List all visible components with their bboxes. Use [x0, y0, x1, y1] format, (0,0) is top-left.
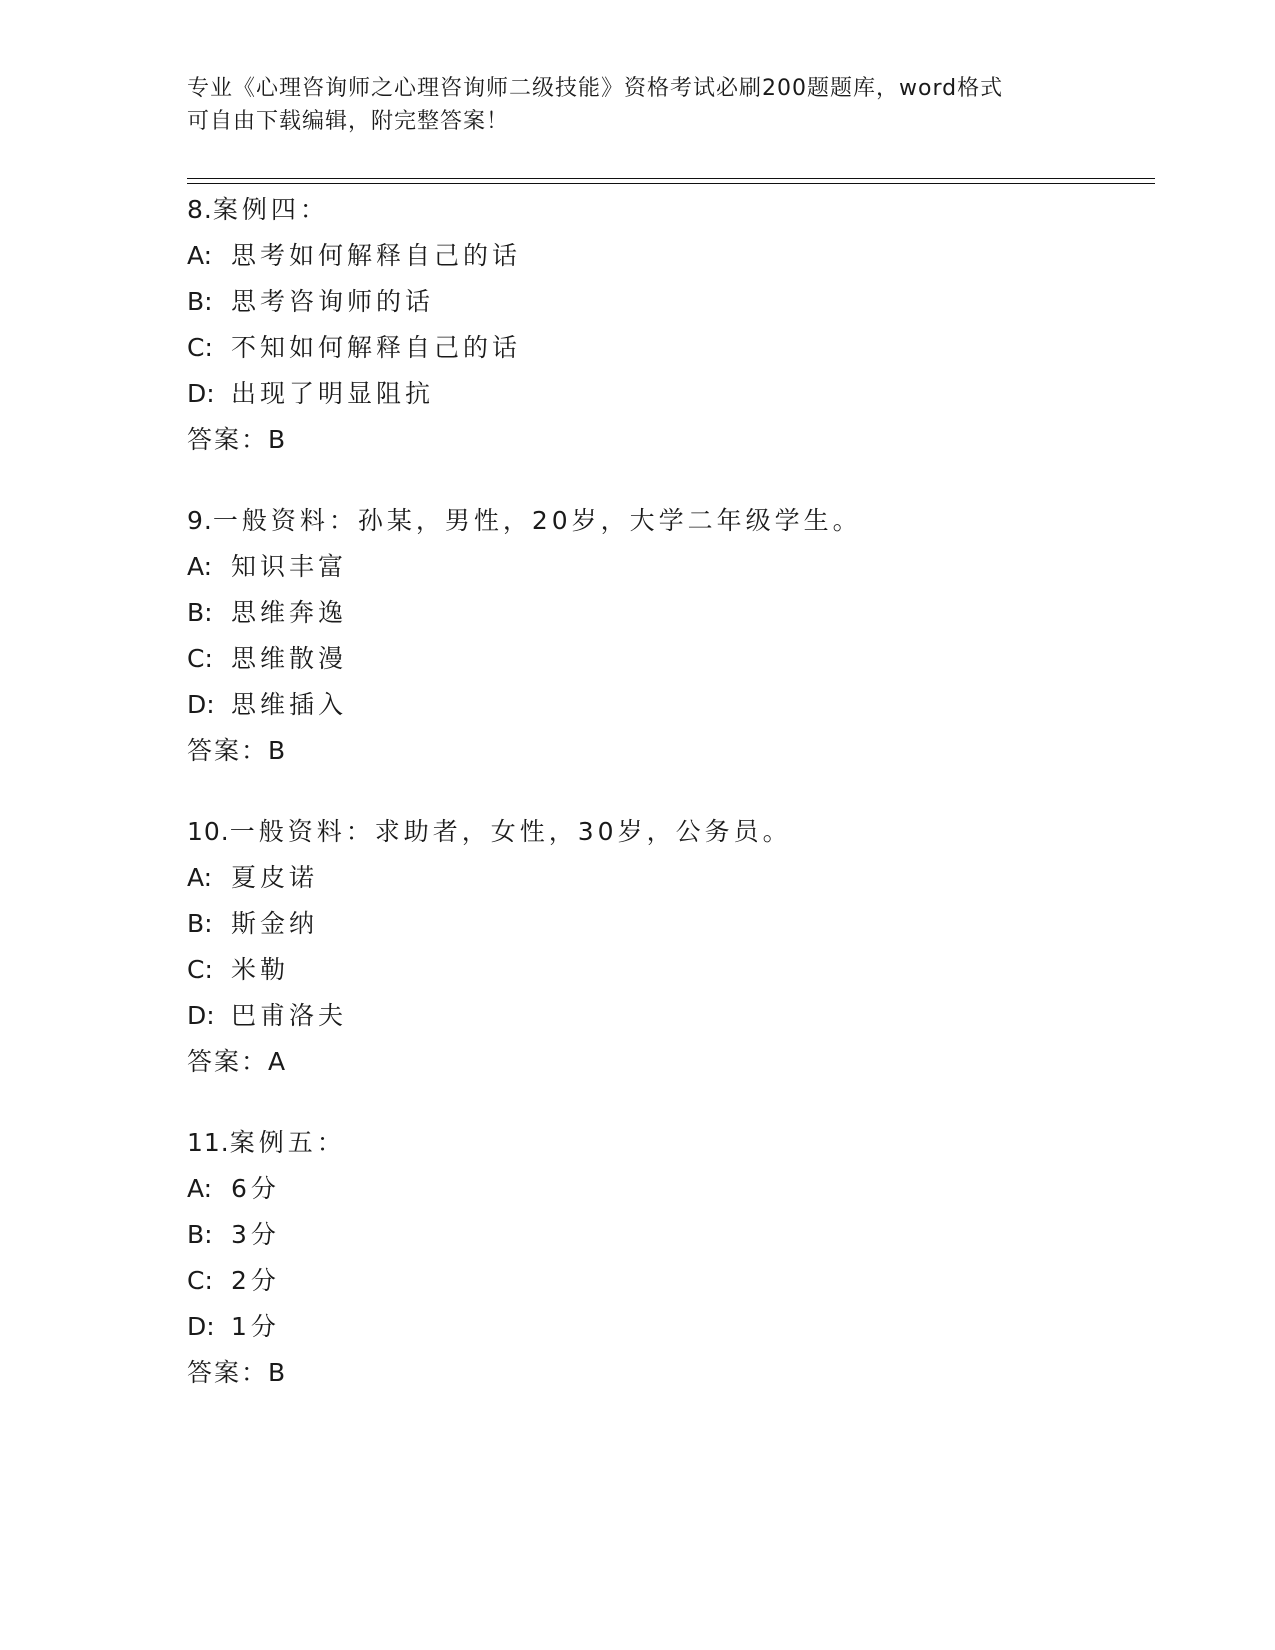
question-stem	[187, 498, 1137, 544]
option-text: 知识丰富	[231, 552, 348, 581]
option-a	[187, 1166, 1137, 1212]
question-number: 10.	[187, 817, 230, 846]
option-text: 米勒	[231, 955, 290, 984]
option-letter: B:	[187, 287, 213, 316]
option-text: 思维奔逸	[231, 598, 348, 627]
document-header	[187, 72, 1087, 138]
question-list	[187, 187, 1137, 1431]
option-letter: D:	[187, 1001, 215, 1030]
option-text: 思维散漫	[231, 644, 348, 673]
option-letter: D:	[187, 379, 215, 408]
question-text: 案例四：	[212, 195, 329, 224]
option-b	[187, 590, 1137, 636]
option-letter: A:	[187, 241, 213, 270]
option-b	[187, 901, 1137, 947]
option-text: 6分	[231, 1174, 280, 1203]
answer-line: 答案：B	[187, 1358, 288, 1387]
option-d	[187, 993, 1137, 1039]
option-letter: C:	[187, 955, 213, 984]
option-c	[187, 947, 1137, 993]
option-b	[187, 279, 1137, 325]
question-8	[187, 187, 1137, 463]
option-c	[187, 325, 1137, 371]
question-11	[187, 1120, 1137, 1396]
question-text: 一般资料：求助者，女性，30岁，公务员。	[229, 817, 792, 846]
option-letter: D:	[187, 690, 215, 719]
option-text: 斯金纳	[231, 909, 319, 938]
option-d	[187, 682, 1137, 728]
option-d	[187, 1304, 1137, 1350]
option-letter: A:	[187, 863, 213, 892]
option-letter: B:	[187, 598, 213, 627]
option-letter: D:	[187, 1312, 215, 1341]
question-text: 一般资料：孙某，男性，20岁，大学二年级学生。	[212, 506, 862, 535]
header-divider-top	[187, 178, 1155, 179]
answer-line: 答案：B	[187, 425, 288, 454]
option-d	[187, 371, 1137, 417]
question-stem	[187, 809, 1137, 855]
question-10	[187, 809, 1137, 1085]
option-letter: B:	[187, 1220, 213, 1249]
question-number: 11.	[187, 1128, 230, 1157]
option-text: 出现了明显阻抗	[231, 379, 435, 408]
option-letter: B:	[187, 909, 213, 938]
option-b	[187, 1212, 1137, 1258]
option-text: 2分	[231, 1266, 280, 1295]
option-a	[187, 544, 1137, 590]
option-letter: C:	[187, 1266, 213, 1295]
option-text: 思考咨询师的话	[231, 287, 435, 316]
question-stem	[187, 1120, 1137, 1166]
option-letter: A:	[187, 1174, 213, 1203]
question-number: 8.	[187, 195, 213, 224]
option-text: 3分	[231, 1220, 280, 1249]
option-text: 1分	[231, 1312, 280, 1341]
question-stem	[187, 187, 1137, 233]
header-line-1: 专业《心理咨询师之心理咨询师二级技能》资格考试必刷200题题库，word格式	[187, 76, 1004, 101]
option-text: 思考如何解释自己的话	[231, 241, 522, 270]
answer-line: 答案：A	[187, 1047, 288, 1076]
question-number: 9.	[187, 506, 213, 535]
header-divider-bottom	[187, 183, 1155, 184]
option-text: 巴甫洛夫	[231, 1001, 348, 1030]
option-c	[187, 1258, 1137, 1304]
option-a	[187, 855, 1137, 901]
question-9	[187, 498, 1137, 774]
option-text: 夏皮诺	[231, 863, 319, 892]
option-text: 思维插入	[231, 690, 348, 719]
option-a	[187, 233, 1137, 279]
option-c	[187, 636, 1137, 682]
option-letter: A:	[187, 552, 213, 581]
option-text: 不知如何解释自己的话	[231, 333, 522, 362]
header-line-2: 可自由下载编辑，附完整答案！	[187, 109, 510, 134]
answer-line: 答案：B	[187, 736, 288, 765]
option-letter: C:	[187, 644, 213, 673]
question-text: 案例五：	[229, 1128, 346, 1157]
option-letter: C:	[187, 333, 213, 362]
